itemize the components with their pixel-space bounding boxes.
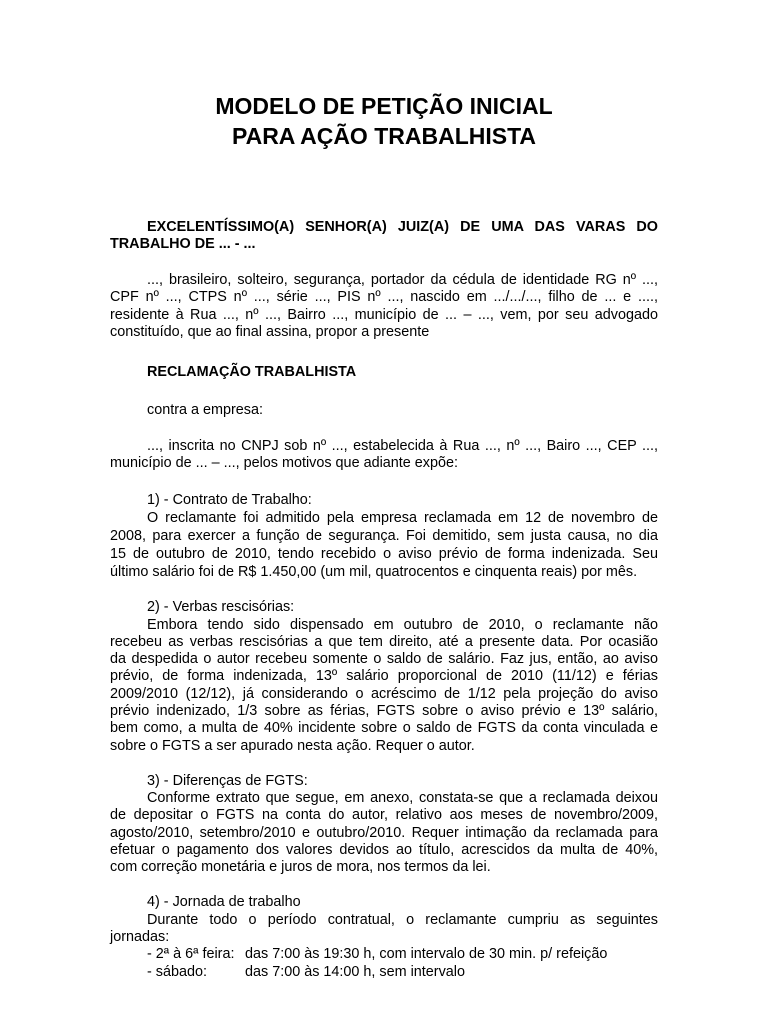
schedule-label: - sábado: — [147, 964, 208, 980]
section-line: prévio, de forma indenizada, 13º salário proporcional de 2010 (11/12) e férias — [110, 668, 658, 684]
section-heading-severance: 2) - Verbas rescisórias: — [147, 599, 295, 615]
section-line: Embora tendo sido dispensado em outubro de 2010, o reclamante não — [147, 617, 658, 633]
section-line: da despedida o autor recebeu somente o saldo de salário. Faz jus, então, ao aviso — [110, 651, 658, 667]
section-line: agosto/2010, setembro/2010 e outubro/2010. Requer intimação da reclamada para — [110, 825, 658, 841]
schedule-row — [147, 964, 465, 981]
section-line: Conforme extrato que segue, em anexo, constata-se que a reclamada deixou — [147, 790, 658, 806]
section-line: 15 de outubro de 2010, tendo recebido o aviso prévio de forma indenizada. Seu — [110, 546, 658, 562]
section-line: jornadas: — [110, 929, 170, 945]
section-line: efetuar o pagamento dos valores devidos ao título, acrescidos da multa de 40%, — [110, 842, 658, 858]
section-line: sobre o FGTS a ser apurado nesta ação. Requer o autor. — [110, 738, 475, 754]
section-line: de depositar o FGTS na conta do autor, relativo aos meses de novembro/2009, — [110, 807, 658, 823]
schedule-value: das 7:00 às 14:00 h, sem intervalo — [245, 964, 465, 980]
action-title: RECLAMAÇÃO TRABALHISTA — [147, 364, 357, 380]
document-title-line-2: PARA AÇÃO TRABALHISTA — [231, 123, 537, 149]
section-line: bem como, a multa de 40% incidente sobre o saldo de FGTS da conta vinculada e — [110, 720, 658, 736]
section-line: 2008, para exercer a função de segurança. Foi demitido, sem justa causa, no dia — [110, 528, 658, 544]
company-paragraph: ..., inscrita no CNPJ sob nº ..., estabelecida à Rua ..., nº ..., Bairo ..., CEP ..., município de ... – ..., pelos motivos que adiante expõe: — [110, 438, 658, 472]
section-line: O reclamante foi admitido pela empresa reclamada em 12 de novembro de — [147, 510, 658, 526]
section-heading-fgts: 3) - Diferenças de FGTS: — [147, 773, 308, 789]
section-heading-contract: 1) - Contrato de Trabalho: — [147, 492, 312, 508]
section-line: 2009/2010 (12/12), já considerando o acréscimo de 1/12 pela projeção do aviso — [110, 686, 658, 702]
schedule-label: - 2ª à 6ª feira: — [147, 946, 235, 962]
schedule-row — [147, 946, 607, 963]
section-line: prévio indenizado, 1/3 sobre as férias, FGTS sobre o aviso prévio e 13º salário, — [110, 703, 658, 719]
schedule-value: das 7:00 às 19:30 h, com intervalo de 30 min. p/ refeição — [245, 946, 608, 962]
document-title-line-1: MODELO DE PETIÇÃO INICIAL — [215, 93, 553, 119]
qualification-paragraph: ..., brasileiro, solteiro, segurança, portador da cédula de identidade RG nº ..., CPF nº ..., CTPS nº ..., série ..., PIS nº ..., nascido em .../.../..., filho de ... e ...., residente à Rua ..., nº ..., Bairro ..., município de ... – ..., vem, por seu advogado constituído, que ao final assina, propor a presente — [110, 272, 658, 341]
section-heading-working-hours: 4) - Jornada de trabalho — [147, 894, 301, 910]
section-line: Durante todo o período contratual, o reclamante cumpriu as seguintes — [147, 912, 658, 928]
addressee-paragraph: EXCELENTÍSSIMO(A) SENHOR(A) JUIZ(A) DE UMA DAS VARAS DO TRABALHO DE ... - ... — [110, 219, 658, 253]
section-line: com correção monetária e juros de mora, nos termos da lei. — [110, 859, 491, 875]
against-line: contra a empresa: — [147, 402, 263, 418]
section-line: último salário foi de R$ 1.450,00 (um mil, quatrocentos e cinquenta reais) por mês. — [110, 564, 638, 580]
section-line: recebeu as verbas rescisórias a que tem direito, até a presente data. Por ocasião — [110, 634, 658, 650]
